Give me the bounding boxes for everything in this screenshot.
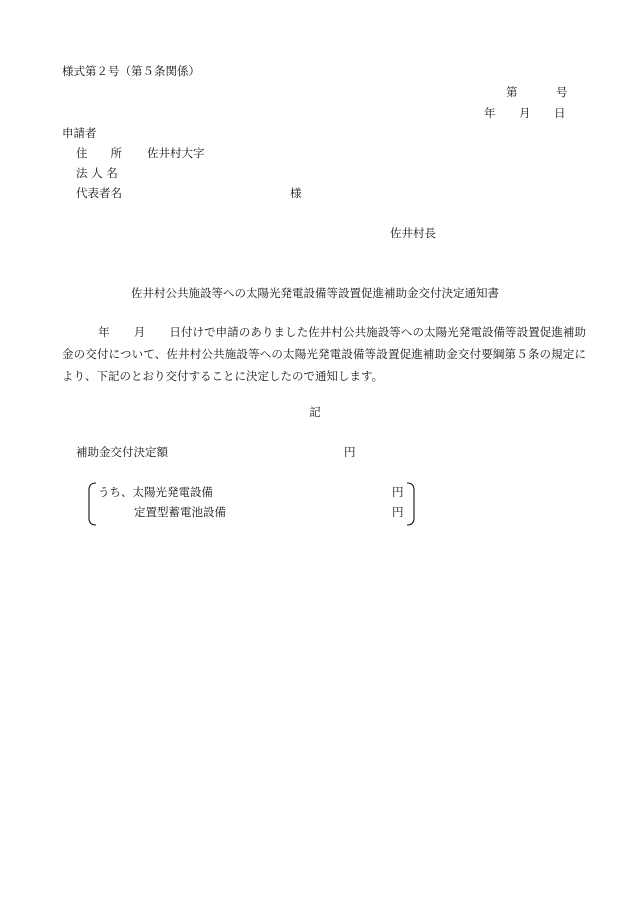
body-text: 日付けで申請のありました佐井村公共施設等への太陽光発電設備等設置促進補助金の交付について、佐井村公共施設等への太陽光発電設備等設置促進補助金交付要綱第５条の規定により、下記のとおり交付することに決定したので通知します。: [62, 325, 587, 383]
issuer: 佐井村長: [390, 226, 436, 240]
breakdown-battery-label: 定置型蓄電池設備: [134, 505, 226, 519]
breakdown-solar-unit: 円: [392, 485, 404, 499]
corp-name-label: 法 人 名: [76, 166, 118, 180]
date-year: 年: [484, 106, 496, 120]
address-value: 佐井村大字: [147, 146, 205, 160]
amount-unit: 円: [344, 445, 356, 459]
body-year: 年: [98, 325, 110, 339]
body-paragraph: [62, 321, 586, 387]
applicant-heading: 申請者: [62, 126, 97, 140]
date-month: 月: [519, 106, 531, 120]
honorific: 様: [290, 186, 302, 200]
doc-number-go: 号: [556, 85, 568, 99]
address-label: 住 所: [76, 146, 122, 160]
breakdown-battery-unit: 円: [392, 505, 404, 519]
document-title: 佐井村公共施設等への太陽光発電設備等設置促進補助金交付決定通知書: [131, 286, 499, 300]
doc-number-dai: 第: [506, 85, 518, 99]
ki-heading: 記: [309, 405, 321, 419]
representative-label: 代表者名: [76, 186, 122, 200]
breakdown-solar-label: うち、太陽光発電設備: [98, 485, 213, 499]
left-bracket: [86, 482, 98, 526]
form-label: 様式第２号（第５条関係）: [62, 64, 200, 78]
date-day: 日: [554, 106, 566, 120]
body-month: 月: [133, 325, 146, 339]
amount-label: 補助金交付決定額: [76, 445, 168, 459]
right-bracket: [405, 482, 417, 526]
